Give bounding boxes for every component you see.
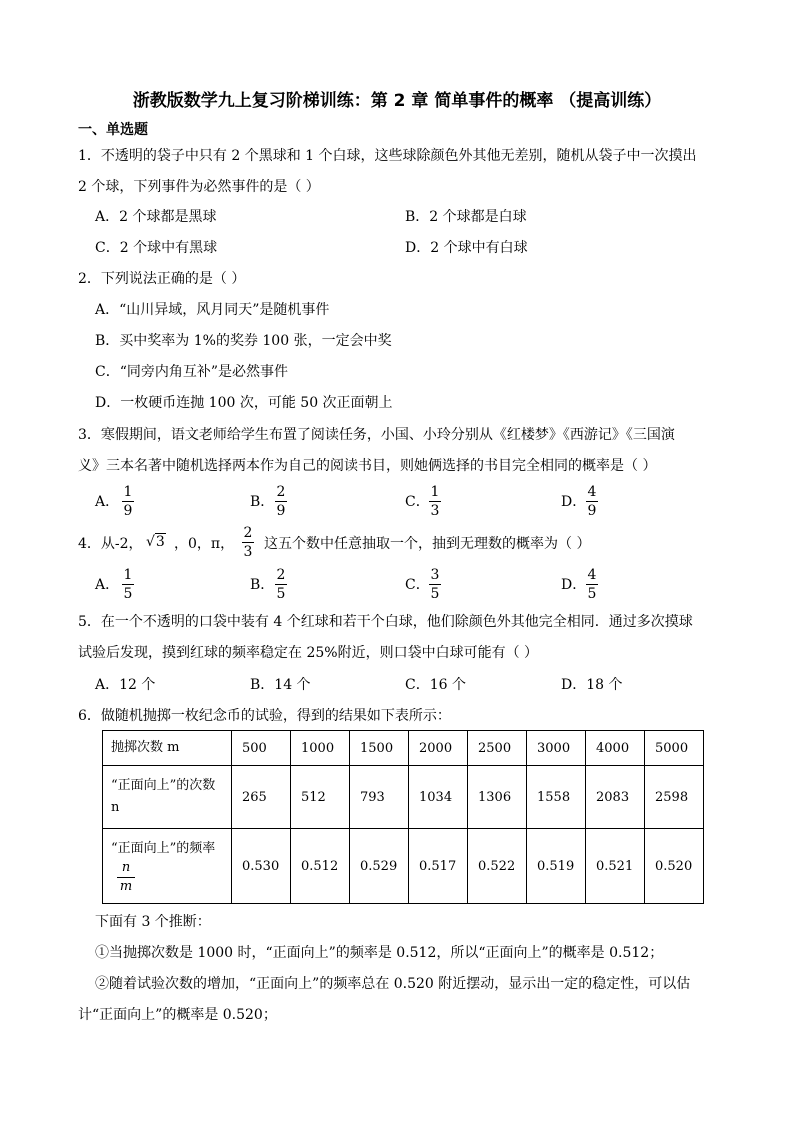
table-cell: 0.519 — [527, 829, 586, 904]
q1-option-d[interactable]: D．2 个球中有白球 — [405, 240, 528, 256]
q4-stem-suffix: 这五个数中任意抽取一个，抽到无理数的概率为（ ） — [264, 536, 591, 552]
q5-stem-line1: 5．在一个不透明的口袋中装有 4 个红球和若干个白球，他们除颜色外其他完全相同．通过多次摸球 — [78, 614, 693, 630]
table-cell: 0.522 — [468, 829, 527, 904]
q4-option-b-label[interactable]: B． — [250, 577, 275, 593]
table-cell: 0.520 — [645, 829, 704, 904]
section-heading: 一、单选题 — [78, 122, 148, 138]
q4-option-a-label[interactable]: A． — [95, 577, 120, 593]
freq-fraction-num: n — [121, 859, 131, 875]
q3-option-c-label[interactable]: C． — [405, 494, 430, 510]
q5-option-d[interactable]: D．18 个 — [561, 677, 623, 693]
table-cell: 1034 — [409, 766, 468, 829]
q6-stem: 6．做随机抛掷一枚纪念币的试验，得到的结果如下表所示： — [78, 708, 451, 724]
table-cell: 1306 — [468, 766, 527, 829]
q4-d-num: 4 — [587, 567, 597, 583]
q3-b-den: 9 — [276, 503, 286, 519]
q3-option-d-label[interactable]: D． — [561, 494, 587, 510]
q2-option-c[interactable]: C．“同旁内角互补”是必然事件 — [95, 364, 289, 380]
q2-stem: 2．下列说法正确的是（ ） — [78, 271, 246, 287]
q3-option-d-fraction — [586, 484, 598, 519]
table-header-n-line2: n — [111, 800, 120, 815]
table-cell: 500 — [232, 731, 291, 766]
q3-a-den: 9 — [123, 503, 133, 519]
q4-stem-den: 3 — [243, 544, 253, 560]
table-cell: 0.529 — [350, 829, 409, 904]
q5-stem-line2: 试验后发现，摸到红球的频率稳定在 25%附近，则口袋中白球可能有（ ） — [78, 645, 539, 661]
q3-d-num: 4 — [587, 484, 597, 500]
q1-option-a[interactable]: A．2 个球都是黑球 — [95, 209, 217, 225]
q4-stem-mid: ，0，π， — [174, 536, 235, 552]
q3-d-den: 9 — [587, 503, 597, 519]
q4-stem-prefix: 4．从-2， — [78, 536, 143, 552]
q1-option-c[interactable]: C．2 个球中有黑球 — [95, 240, 218, 256]
q4-option-c-fraction — [429, 567, 441, 602]
table-cell: 1558 — [527, 766, 586, 829]
freq-fraction-den: m — [119, 878, 133, 894]
table-header-freq — [103, 829, 232, 904]
q3-a-num: 1 — [123, 484, 133, 500]
q3-stem-line1: 3．寒假期间，语文老师给学生布置了阅读任务，小国、小玲分别从《红楼梦》《西游记》《三国演 — [78, 427, 675, 443]
q6-inferences-intro: 下面有 3 个推断： — [95, 914, 211, 930]
table-cell: 2000 — [409, 731, 468, 766]
sqrt-sign: √ — [146, 534, 155, 550]
q1-stem-line2: 2 个球，下列事件为必然事件的是（ ） — [78, 179, 320, 195]
q4-option-c-label[interactable]: C． — [405, 577, 430, 593]
table-row — [103, 766, 704, 829]
q4-option-d-fraction — [586, 567, 598, 602]
q4-a-den: 5 — [123, 586, 133, 602]
q5-option-a[interactable]: A．12 个 — [95, 677, 156, 693]
q4-a-num: 1 — [123, 567, 133, 583]
q4-option-d-label[interactable]: D． — [561, 577, 587, 593]
sqrt-three — [146, 533, 166, 550]
q3-c-den: 3 — [430, 503, 440, 519]
table-row — [103, 829, 704, 904]
results-table — [102, 730, 704, 904]
q2-option-b[interactable]: B．买中奖率为 1%的奖券 100 张，一定会中奖 — [95, 333, 392, 349]
q6-inference-2-line1: ②随着试验次数的增加，“正面向上”的频率总在 0.520 附近摆动，显示出一定的稳定性，可以估 — [95, 976, 691, 992]
q4-c-den: 5 — [430, 586, 440, 602]
q3-option-b-fraction — [275, 484, 287, 519]
q3-option-a-fraction — [122, 484, 134, 519]
q3-stem-line2: 义》三本名著中随机选择两本作为自己的阅读书目，则她俩选择的书目完全相同的概率是（ ） — [78, 458, 657, 474]
table-cell: 0.530 — [232, 829, 291, 904]
q2-option-a[interactable]: A．“山川异域，风月同天”是随机事件 — [95, 302, 330, 318]
table-cell: 512 — [291, 766, 350, 829]
q4-stem-num: 2 — [243, 525, 253, 541]
q6-inference-2-line2: 计“正面向上”的概率是 0.520； — [78, 1007, 277, 1023]
q4-option-a-fraction — [122, 567, 134, 602]
table-cell: 0.521 — [586, 829, 645, 904]
table-header-n — [103, 766, 232, 829]
table-cell: 1000 — [291, 731, 350, 766]
table-header-freq-label: “正面向上”的频率 — [111, 840, 216, 856]
sqrt-radicand: 3 — [155, 534, 165, 550]
table-cell: 265 — [232, 766, 291, 829]
q4-b-num: 2 — [276, 567, 286, 583]
q5-option-c[interactable]: C．16 个 — [405, 677, 466, 693]
q1-option-b[interactable]: B．2 个球都是白球 — [405, 209, 527, 225]
table-cell: 1500 — [350, 731, 409, 766]
q1-stem-line1: 1．不透明的袋子中只有 2 个黑球和 1 个白球，这些球除颜色外其他无差别，随机从袋子中一次摸出 — [78, 148, 697, 164]
q3-b-num: 2 — [276, 484, 286, 500]
q4-option-b-fraction — [275, 567, 287, 602]
table-cell: 4000 — [586, 731, 645, 766]
q3-option-b-label[interactable]: B． — [250, 494, 275, 510]
q3-option-a-label[interactable]: A． — [95, 494, 120, 510]
table-row — [103, 731, 704, 766]
table-cell: 5000 — [645, 731, 704, 766]
q4-c-num: 3 — [430, 567, 440, 583]
q5-option-b[interactable]: B．14 个 — [250, 677, 311, 693]
table-cell: 793 — [350, 766, 409, 829]
q2-option-d[interactable]: D．一枚硬币连抛 100 次，可能 50 次正面朝上 — [95, 395, 393, 411]
freq-fraction — [117, 860, 135, 895]
table-header-m: 抛掷次数 m — [103, 731, 232, 766]
q3-option-c-fraction — [429, 484, 441, 519]
table-cell: 2500 — [468, 731, 527, 766]
q4-b-den: 5 — [276, 586, 286, 602]
q6-inference-1: ①当抛掷次数是 1000 时，“正面向上”的频率是 0.512，所以“正面向上”的概率是 0.512； — [95, 945, 664, 961]
q3-c-num: 1 — [430, 484, 440, 500]
table-header-n-line1: “正面向上”的次数 — [111, 778, 216, 793]
page-title: 浙教版数学九上复习阶梯训练：第 2 章 简单事件的概率 （提高训练） — [132, 91, 662, 111]
table-cell: 2598 — [645, 766, 704, 829]
table-cell: 2083 — [586, 766, 645, 829]
q4-d-den: 5 — [587, 586, 597, 602]
q4-stem-fraction — [242, 525, 254, 560]
table-cell: 0.517 — [409, 829, 468, 904]
table-cell: 3000 — [527, 731, 586, 766]
table-cell: 0.512 — [291, 829, 350, 904]
